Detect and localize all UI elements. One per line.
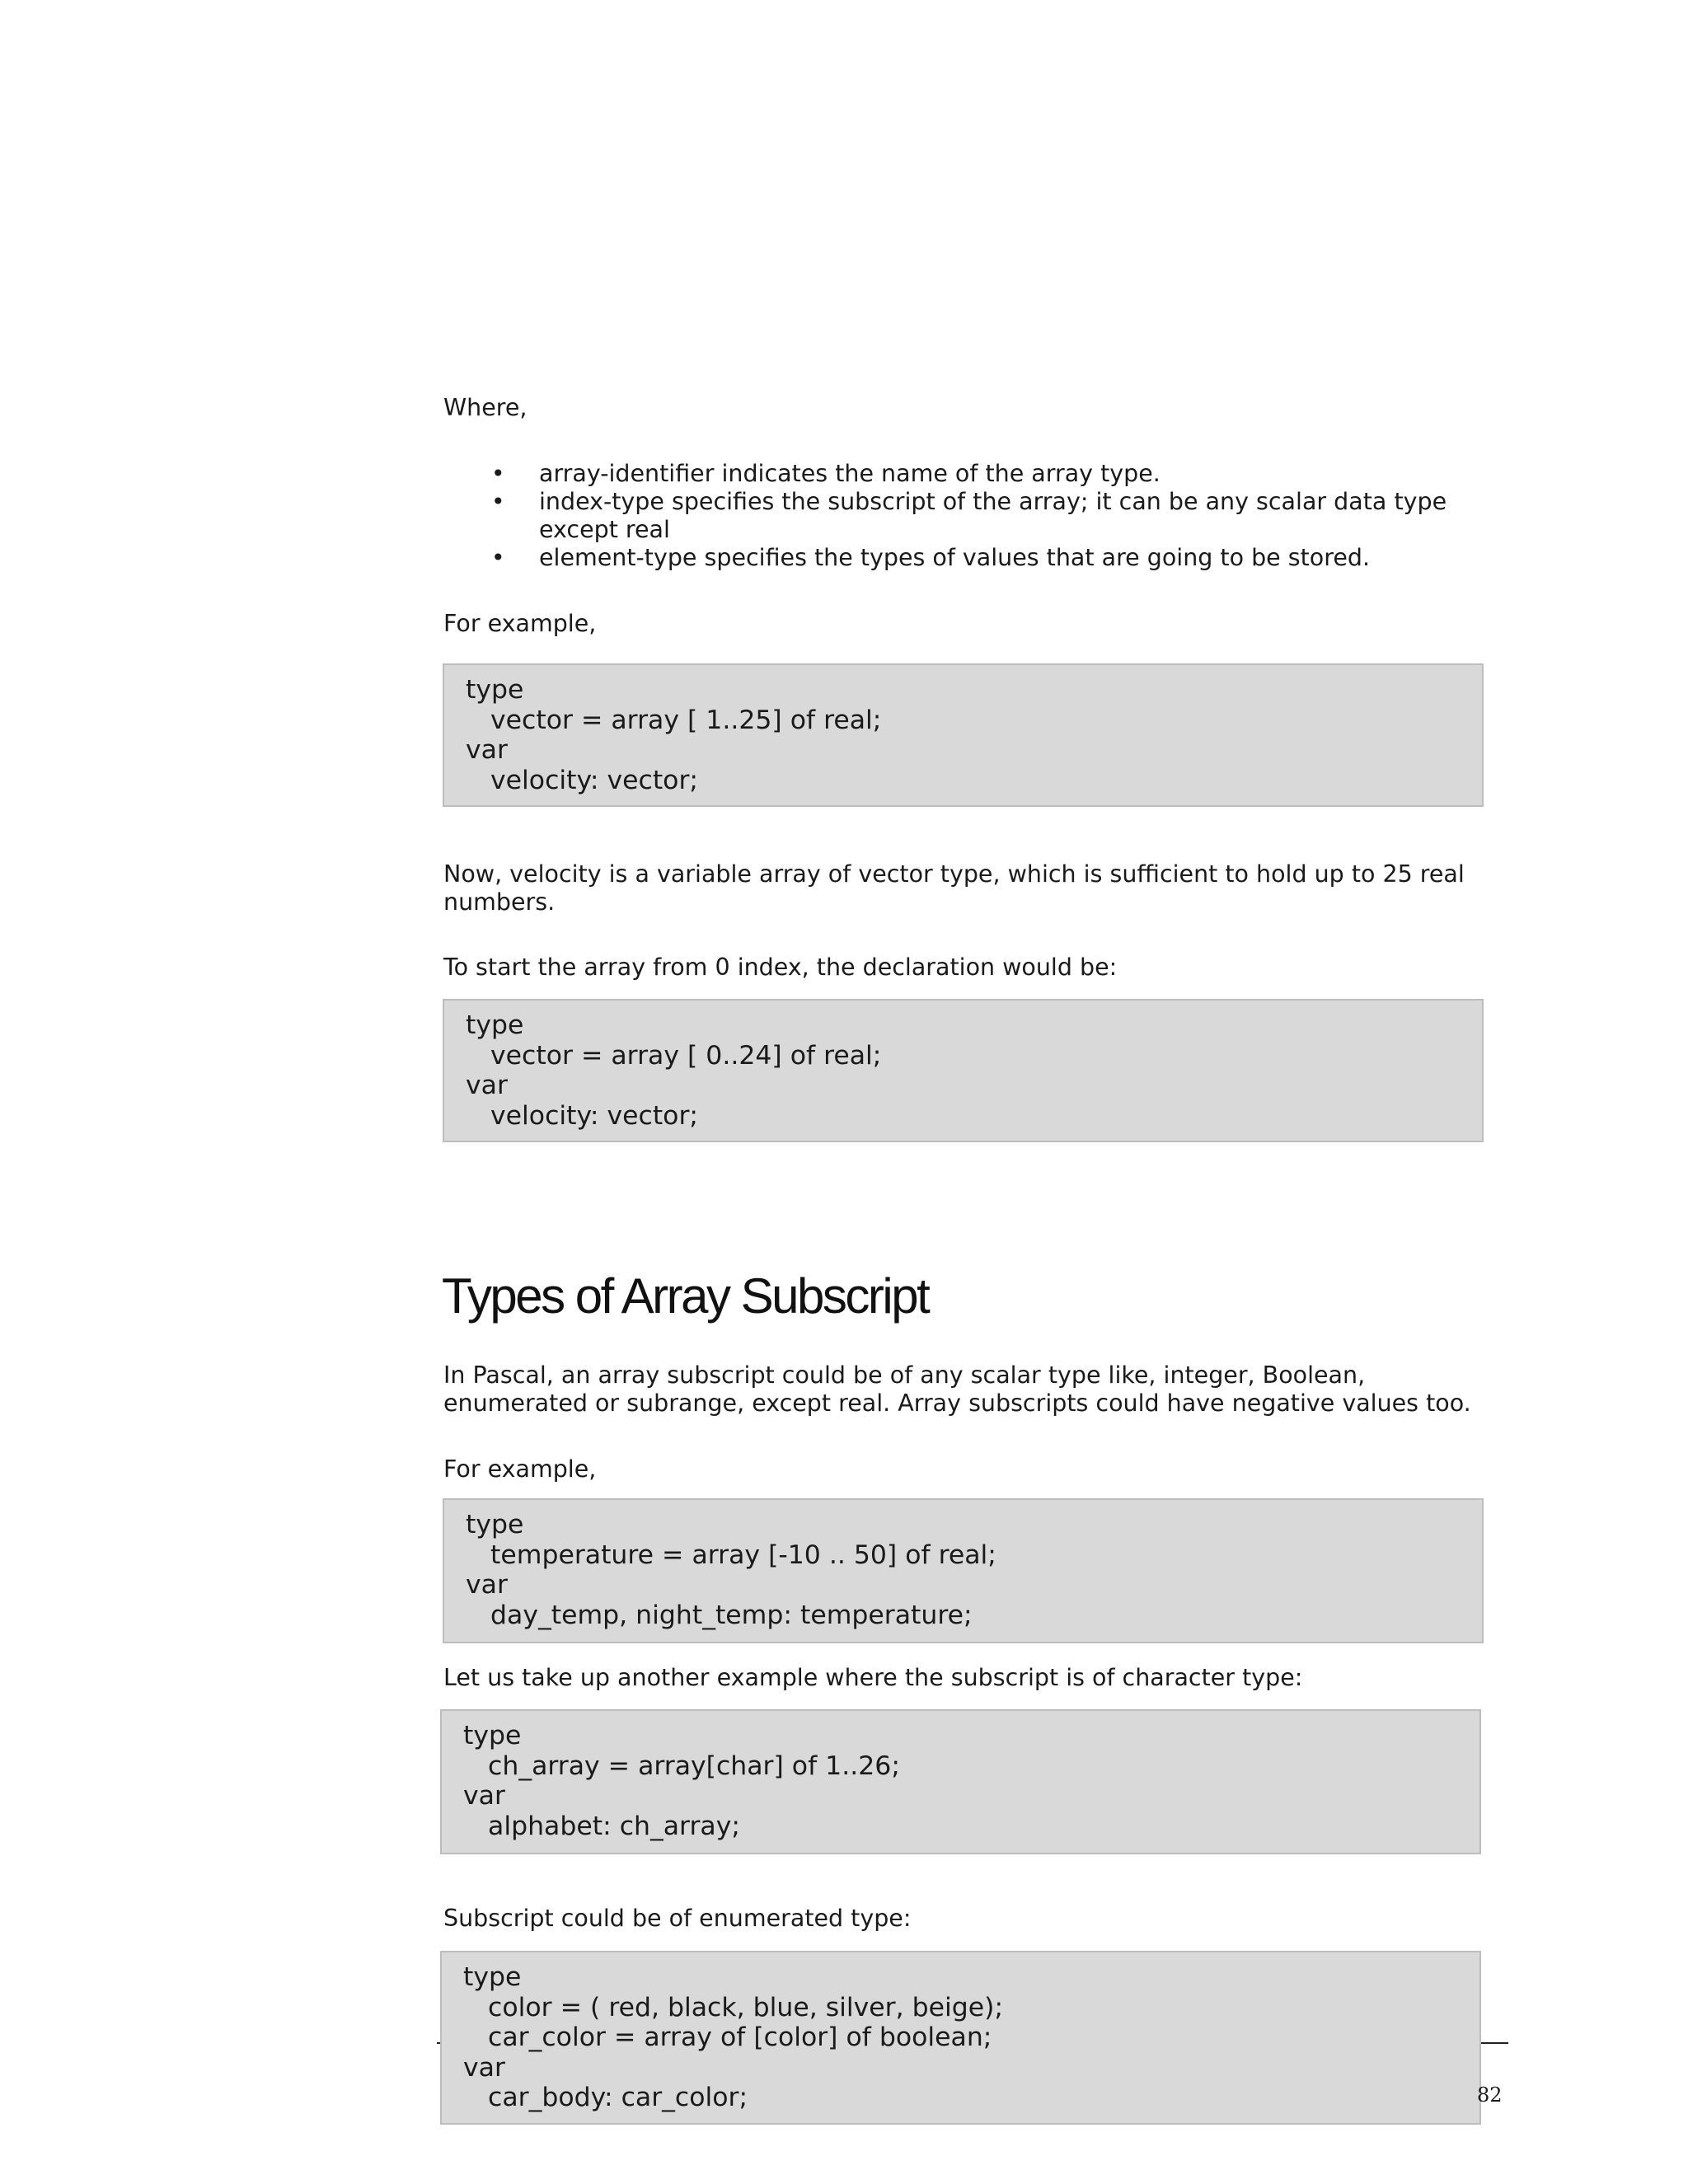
code-line: temperature = array [-10 .. 50] of real; — [466, 1540, 996, 1570]
code-line: var — [463, 1781, 505, 1811]
list-item — [443, 488, 1498, 544]
example-label: To start the array from 0 index, the declaration would be: — [443, 954, 1118, 981]
bullet-icon: • — [491, 488, 505, 515]
code-line: color = ( red, black, blue, silver, beige); — [463, 1992, 1004, 2022]
list-item — [443, 460, 1498, 488]
code-block — [443, 999, 1484, 1142]
code-line: var — [463, 2052, 505, 2083]
bullet-icon: • — [491, 460, 505, 487]
bullet-text: array-identifier indicates the name of the array type. — [539, 460, 1160, 487]
list-item — [443, 544, 1498, 572]
example-label: Subscript could be of enumerated type: — [443, 1905, 912, 1932]
example-label: For example, — [443, 1455, 597, 1483]
example-label: Let us take up another example where the subscript is of character type: — [443, 1664, 1303, 1691]
definition-list — [443, 460, 1498, 572]
code-line: ch_array = array[char] of 1..26; — [463, 1750, 900, 1781]
code-block — [440, 1951, 1481, 2125]
code-line: type — [466, 675, 524, 705]
bullet-text: element-type specifies the types of values that are going to be stored. — [539, 544, 1371, 571]
code-line: day_temp, night_temp: temperature; — [466, 1600, 973, 1630]
bullet-text: index-type specifies the subscript of the array; it can be any scalar data type except real — [539, 488, 1447, 543]
code-line: car_color = array of [color] of boolean; — [463, 2022, 992, 2052]
code-line: type — [466, 1010, 524, 1040]
code-line: var — [466, 1071, 508, 1100]
code-line: velocity: vector; — [466, 765, 699, 795]
code-line: type — [463, 1721, 522, 1750]
where-label: Where, — [443, 394, 528, 421]
example-label: For example, — [443, 610, 597, 637]
code-block — [443, 663, 1484, 807]
code-line: vector = array [ 1..25] of real; — [466, 705, 882, 735]
code-line: var — [466, 735, 508, 765]
code-block — [440, 1709, 1481, 1854]
code-line: var — [466, 1570, 508, 1600]
code-line: type — [463, 1962, 522, 1992]
bullet-icon: • — [491, 544, 505, 571]
section-heading: Types of Array Subscript — [442, 1268, 929, 1324]
section-intro-paragraph: In Pascal, an array subscript could be of any scalar type like, integer, Boolean, enumerated or subrange, except real. Array subscripts could have negative values too. — [443, 1361, 1471, 1417]
code-line: alphabet: ch_array; — [463, 1811, 740, 1841]
explanation-paragraph: Now, velocity is a variable array of vector type, which is sufficient to hold up to 25 real numbers. — [443, 860, 1465, 916]
code-line: vector = array [ 0..24] of real; — [466, 1040, 882, 1071]
code-line: car_body: car_color; — [463, 2083, 748, 2112]
page-number: 82 — [1477, 2083, 1503, 2107]
code-block — [443, 1498, 1484, 1643]
code-line: velocity: vector; — [466, 1100, 699, 1131]
code-line: type — [466, 1510, 524, 1540]
